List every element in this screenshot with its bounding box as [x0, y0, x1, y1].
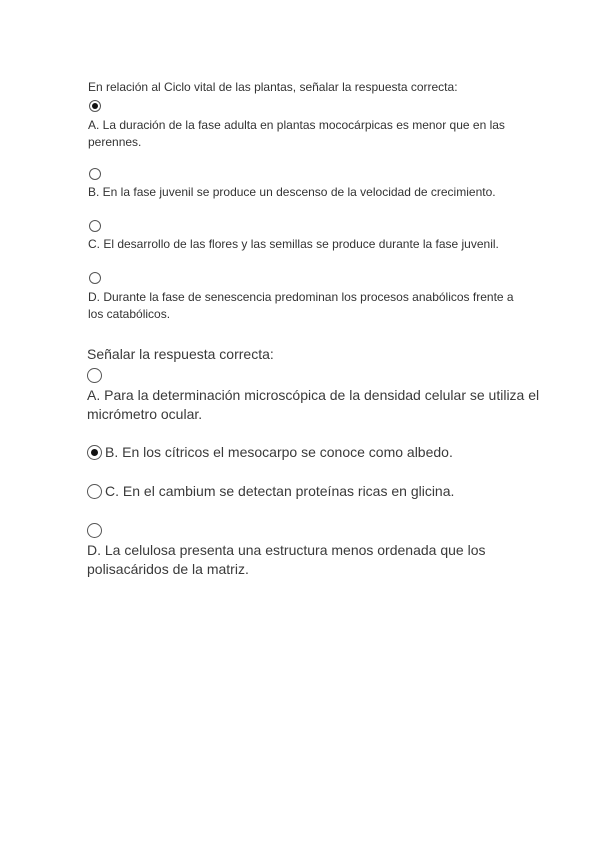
q1-option-a-radio[interactable] — [89, 100, 101, 112]
question-1-prompt: En relación al Ciclo vital de las plantas, señalar la respuesta correcta: — [88, 80, 458, 94]
q1-option-d-radio[interactable] — [89, 272, 101, 284]
q2-option-a-label[interactable]: A. Para la determinación microscópica de la densidad celular se utiliza el micrómetro ocular. — [87, 387, 540, 422]
q1-option-c-label[interactable]: C. El desarrollo de las flores y las semillas se produce durante la fase juvenil. — [88, 237, 499, 251]
q1-option-a-label[interactable]: A. La duración de la fase adulta en plantas mococárpicas es menor que en las perennes. — [88, 118, 505, 149]
q1-option-b-radio[interactable] — [89, 168, 101, 180]
q2-option-b-label[interactable]: B. En los cítricos el mesocarpo se conoce como albedo. — [105, 444, 453, 460]
q1-option-c-radio[interactable] — [89, 220, 101, 232]
question-2-prompt: Señalar la respuesta correcta: — [87, 346, 274, 362]
q2-option-d-radio[interactable] — [87, 523, 102, 538]
q2-option-b-radio[interactable] — [87, 445, 102, 460]
q2-option-c-radio[interactable] — [87, 484, 102, 499]
q1-option-b-label[interactable]: B. En la fase juvenil se produce un descenso de la velocidad de crecimiento. — [88, 185, 496, 199]
q2-option-c-label[interactable]: C. En el cambium se detectan proteínas ricas en glicina. — [105, 483, 455, 499]
q1-option-d-label[interactable]: D. Durante la fase de senescencia predominan los procesos anabólicos frente a los catabólicos. — [88, 290, 514, 321]
q2-option-d-label[interactable]: D. La celulosa presenta una estructura menos ordenada que los polisacáridos de la matriz. — [87, 542, 486, 577]
q2-option-a-radio[interactable] — [87, 368, 102, 383]
